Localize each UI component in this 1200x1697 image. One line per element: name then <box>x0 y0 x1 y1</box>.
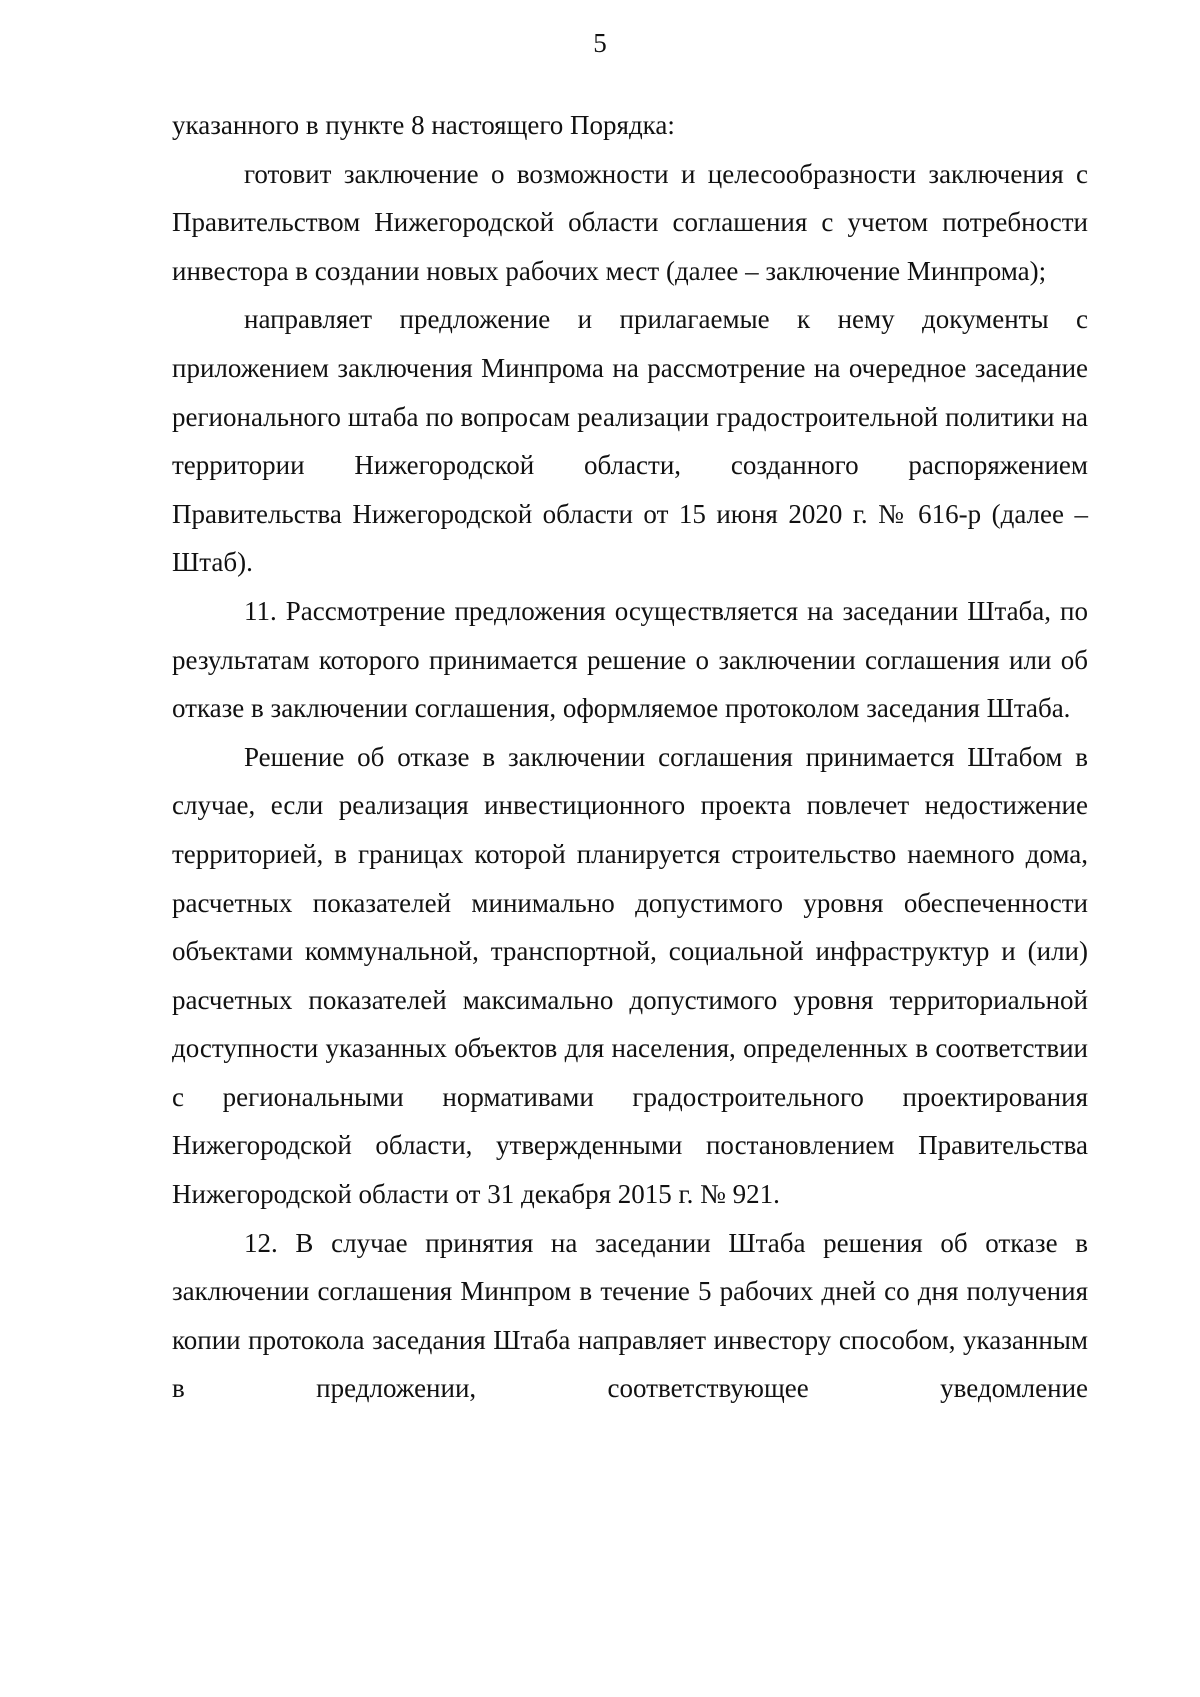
paragraph-item-12: 12. В случае принятия на заседании Штаба решения об отказе в заключении соглашения Минпром в течение 5 рабочих дней со дня получения копии протокола заседания Штаба направляет инвестору способом, указанным в предложении, соответствующее уведомление <box>172 1227 1088 1404</box>
document-body <box>172 101 1088 1413</box>
page-number: 5 <box>593 28 607 58</box>
paragraph-sends-proposal: направляет предложение и прилагаемые к нему документы с приложением заключения Минпрома на рассмотрение на очередное заседание регионального штаба по вопросам реализации градостроительной политики на территории Нижегородской области, созданного распоряжением Правительства Нижегородской области от 15 июня 2020 г. № 616-р (далее – Штаб). <box>172 304 1088 578</box>
paragraph-refusal-decision: Решение об отказе в заключении соглашения принимается Штабом в случае, если реализация инвестиционного проекта повлечет недостижение территорией, в границах которой планируется строительство наемного дома, расчетных показателей минимально допустимого уровня обеспеченности объектами коммунальной, транспортной, социальной инфраструктур и (или) расчетных показателей максимально допустимого уровня территориальной доступности указанных объектов для населения, определенных в соответствии с региональными нормативами градостроительного проектирования Нижегородской области, утвержденными постановлением Правительства Нижегородской области от 31 декабря 2015 г. № 921. <box>172 741 1088 1210</box>
paragraph-item-11: 11. Рассмотрение предложения осуществляется на заседании Штаба, по результатам которого принимается решение о заключении соглашения или об отказе в заключении соглашения, оформляемое протоколом заседания Штаба. <box>172 595 1088 724</box>
paragraph-continuation: указанного в пункте 8 настоящего Порядка: <box>172 110 675 140</box>
paragraph-prepares-conclusion: готовит заключение о возможности и целесообразности заключения с Правительством Нижегородской области соглашения с учетом потребности инвестора в создании новых рабочих мест (далее – заключение Минпрома); <box>172 158 1088 286</box>
